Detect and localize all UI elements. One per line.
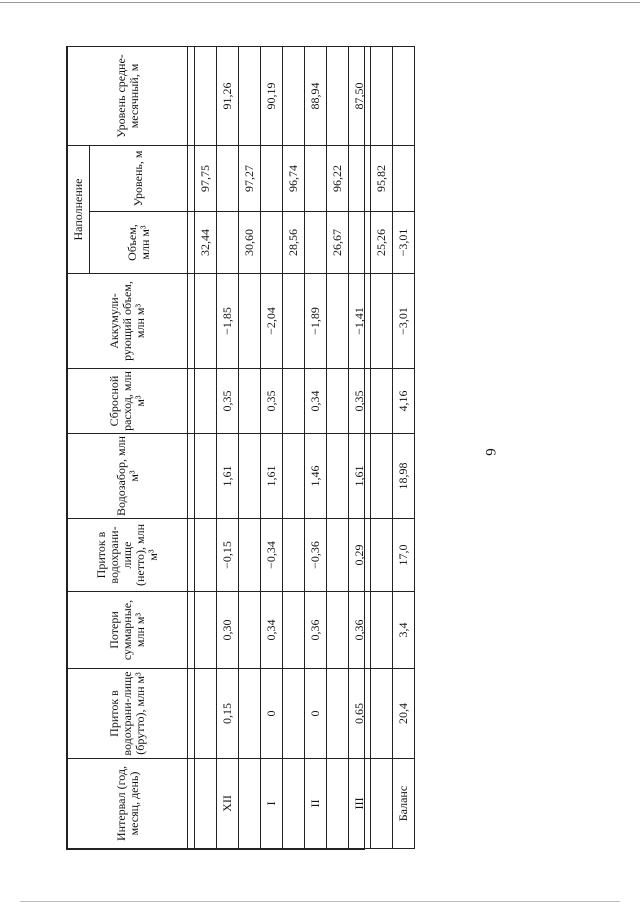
cell-accumulating: −1,85 — [217, 274, 239, 369]
table-row — [371, 46, 393, 848]
cell-inflow-gross — [327, 669, 349, 759]
cell-level — [217, 145, 239, 211]
cell-label: XII — [217, 759, 239, 849]
cell-withdrawal: 1,46 — [305, 434, 327, 519]
cell-losses — [327, 592, 349, 669]
cell-monthly-level: 91,26 — [217, 46, 239, 145]
cell-volume — [305, 212, 327, 274]
cell-discharge: 0,35 — [349, 369, 371, 434]
cell-discharge — [327, 369, 349, 434]
cell-label — [195, 759, 217, 849]
cell-inflow-net: −0,34 — [261, 519, 283, 592]
cell-withdrawal — [371, 434, 393, 519]
cell-inflow-gross: 0,15 — [217, 669, 239, 759]
cell-inflow-gross — [239, 669, 261, 759]
cell-withdrawal: 1,61 — [349, 434, 371, 519]
cell-accumulating: −3,01 — [393, 274, 415, 369]
cell-monthly-level — [239, 46, 261, 145]
cell-inflow-gross: 0,65 — [349, 669, 371, 759]
cell-discharge — [195, 369, 217, 434]
cell-losses — [283, 592, 305, 669]
table-row — [261, 46, 283, 848]
cell-inflow-net — [239, 519, 261, 592]
cell-label: Баланс — [393, 759, 415, 849]
cell-inflow-net — [195, 519, 217, 592]
table-row — [195, 46, 217, 848]
cell-losses — [195, 592, 217, 669]
header-discharge: Сбросной расход, млн м³ — [68, 369, 188, 434]
table-row — [283, 46, 305, 848]
cell-accumulating — [239, 274, 261, 369]
table-row — [239, 46, 261, 848]
cell-withdrawal — [327, 434, 349, 519]
cell-monthly-level: 90,19 — [261, 46, 283, 145]
cell-volume: 30,60 — [239, 212, 261, 274]
cell-level: 97,75 — [195, 145, 217, 211]
cell-monthly-level — [371, 46, 393, 145]
cell-inflow-net: −0,15 — [217, 519, 239, 592]
cell-losses: 0,30 — [217, 592, 239, 669]
cell-losses: 0,36 — [349, 592, 371, 669]
header-interval: Интервал (год, месяц, день) — [68, 759, 188, 849]
cell-discharge — [283, 369, 305, 434]
cell-withdrawal: 18,98 — [393, 434, 415, 519]
cell-withdrawal — [239, 434, 261, 519]
cell-accumulating — [283, 274, 305, 369]
cell-level — [349, 145, 371, 211]
cell-withdrawal: 1,61 — [261, 434, 283, 519]
table-row — [393, 46, 415, 848]
cell-inflow-gross — [283, 669, 305, 759]
header-filling: Наполнение — [68, 145, 90, 273]
header-inflow-gross: Приток в водохрани-лище (брутто), млн м³ — [68, 669, 188, 759]
cell-withdrawal — [195, 434, 217, 519]
cell-losses — [239, 592, 261, 669]
header-level: Уровень, м — [90, 145, 188, 211]
cell-label: II — [305, 759, 327, 849]
cell-accumulating: −1,89 — [305, 274, 327, 369]
page-number: 6 — [482, 448, 498, 456]
header-gap-row — [188, 46, 195, 848]
header-losses: Потери суммарные, млн м³ — [68, 592, 188, 669]
cell-level: 95,82 — [371, 145, 393, 211]
cell-losses: 3,4 — [393, 592, 415, 669]
cell-discharge: 4,16 — [393, 369, 415, 434]
header-inflow-net: Приток в водохрани-лище (нетто), млн м³ — [68, 519, 188, 592]
header-withdrawal: Водозабор, млн м³ — [68, 434, 188, 519]
cell-label — [239, 759, 261, 849]
cell-discharge: 0,35 — [261, 369, 283, 434]
cell-discharge — [239, 369, 261, 434]
cell-label — [327, 759, 349, 849]
cell-label — [283, 759, 305, 849]
header-monthly-level: Уровень средне-месячный, м — [68, 46, 188, 145]
table-row — [349, 46, 371, 848]
cell-level — [305, 145, 327, 211]
cell-inflow-net: −0,36 — [305, 519, 327, 592]
cell-withdrawal: 1,61 — [217, 434, 239, 519]
table-row — [305, 46, 327, 848]
scan-edge-bottom — [20, 901, 620, 902]
cell-losses: 0,36 — [305, 592, 327, 669]
cell-accumulating — [327, 274, 349, 369]
cell-inflow-gross — [195, 669, 217, 759]
cell-losses — [371, 592, 393, 669]
cell-monthly-level — [327, 46, 349, 145]
cell-discharge: 0,35 — [217, 369, 239, 434]
cell-accumulating — [195, 274, 217, 369]
cell-volume — [261, 212, 283, 274]
cell-level: 96,74 — [283, 145, 305, 211]
cell-inflow-net: 17,0 — [393, 519, 415, 592]
cell-label — [371, 759, 393, 849]
cell-inflow-net — [327, 519, 349, 592]
cell-inflow-net — [371, 519, 393, 592]
cell-monthly-level: 87,50 — [349, 46, 371, 145]
reservoir-balance-table — [66, 46, 410, 850]
cell-accumulating: −2,04 — [261, 274, 283, 369]
cell-monthly-level: 88,94 — [305, 46, 327, 145]
table-row — [327, 46, 349, 848]
header-volume: Объем, млн м³ — [90, 212, 188, 274]
cell-inflow-gross: 0 — [305, 669, 327, 759]
cell-monthly-level — [393, 46, 415, 145]
cell-volume: 26,67 — [327, 212, 349, 274]
cell-monthly-level — [195, 46, 217, 145]
cell-losses: 0,34 — [261, 592, 283, 669]
scan-edge-top — [0, 2, 640, 3]
cell-volume: −3,01 — [393, 212, 415, 274]
cell-monthly-level — [283, 46, 305, 145]
cell-discharge — [371, 369, 393, 434]
cell-discharge: 0,34 — [305, 369, 327, 434]
cell-volume: 25,26 — [371, 212, 393, 274]
cell-inflow-gross — [371, 669, 393, 759]
cell-level: 96,22 — [327, 145, 349, 211]
cell-volume — [349, 212, 371, 274]
cell-accumulating — [371, 274, 393, 369]
cell-level — [393, 145, 415, 211]
cell-level: 97,27 — [239, 145, 261, 211]
cell-withdrawal — [283, 434, 305, 519]
balance-table — [67, 46, 415, 849]
cell-level — [261, 145, 283, 211]
cell-inflow-gross: 20,4 — [393, 669, 415, 759]
cell-label: III — [349, 759, 371, 849]
cell-inflow-gross: 0 — [261, 669, 283, 759]
cell-label: I — [261, 759, 283, 849]
cell-inflow-net: 0,29 — [349, 519, 371, 592]
cell-volume — [217, 212, 239, 274]
table-row — [217, 46, 239, 848]
cell-inflow-net — [283, 519, 305, 592]
cell-accumulating: −1,41 — [349, 274, 371, 369]
header-accumulating: Аккумули-рующий объем, млн м³ — [68, 274, 188, 369]
cell-volume: 28,56 — [283, 212, 305, 274]
cell-volume: 32,44 — [195, 212, 217, 274]
